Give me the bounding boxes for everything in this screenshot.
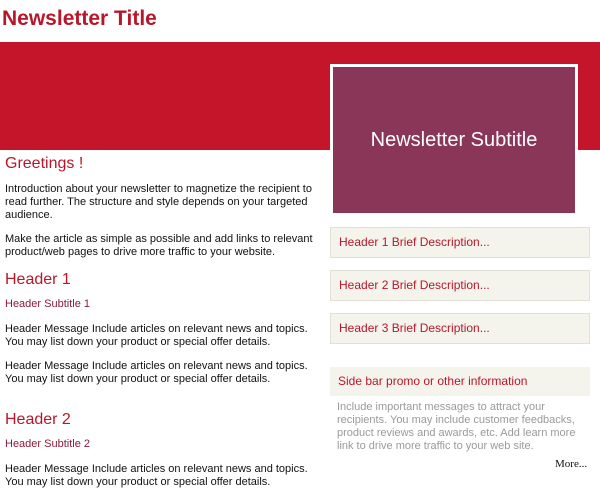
section-subtitle-1: Header Subtitle 1	[5, 298, 90, 310]
section-header-2: Header 2	[5, 411, 71, 428]
newsletter-subtitle: Newsletter Subtitle	[370, 128, 538, 151]
sidebar-promo-title: Side bar promo or other information	[330, 367, 590, 396]
section-message: Header Message Include articles on relevant news and topics. You may list down your product or special offer details.	[5, 463, 308, 488]
subtitle-box	[330, 64, 578, 216]
more-link[interactable]: More...	[555, 458, 588, 470]
section-subtitle-2: Header Subtitle 2	[5, 438, 90, 450]
greeting-heading: Greetings !	[5, 155, 84, 172]
sidebar-description-1[interactable]: Header 1 Brief Description...	[330, 227, 590, 258]
main-column	[5, 154, 313, 500]
sidebar-description-3[interactable]: Header 3 Brief Description...	[330, 313, 590, 344]
section-message: Header Message Include articles on relevant news and topics. You may list down your product or special offer details.	[5, 323, 308, 348]
newsletter-title: Newsletter Title	[2, 7, 157, 30]
intro-paragraph: Make the article as simple as possible and add links to relevant product/web pages to drive more traffic to your website.	[5, 233, 313, 258]
sidebar-promo-text: Include important messages to attract your recipients. You may include customer feedbacks, product reviews and awards, etc. Add learn more link to drive more traffic to your web site.	[337, 401, 576, 452]
intro-paragraph: Introduction about your newsletter to magnetize the recipient to read further. The structure and style depends on your targeted audience.	[5, 183, 312, 221]
sidebar-description-2[interactable]: Header 2 Brief Description...	[330, 270, 590, 301]
section-message: Header Message Include articles on relevant news and topics. You may list down your product or special offer details.	[5, 360, 308, 385]
section-header-1: Header 1	[5, 271, 71, 288]
